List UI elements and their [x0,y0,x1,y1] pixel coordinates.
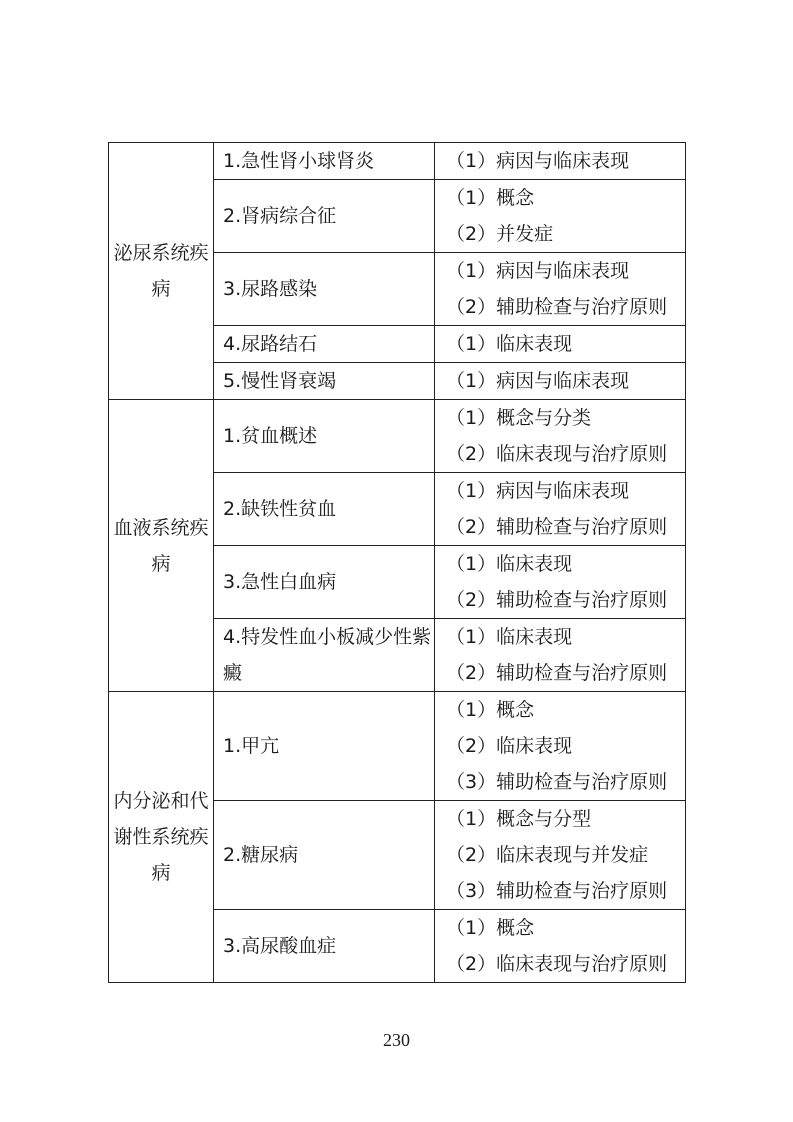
key-point: （1）概念 [446,699,535,721]
key-point: （1）概念 [446,917,535,939]
table-body [109,143,686,983]
key-point: （1）概念 [446,187,535,209]
points-cell [435,400,686,473]
key-point: （2）临床表现与治疗原则 [446,953,668,975]
page-number: 230 [383,1030,410,1050]
points-cell [435,910,686,983]
key-point: （2）并发症 [446,223,554,245]
key-point: （2）临床表现与并发症 [446,844,649,866]
key-point: （1）病因与临床表现 [446,150,630,172]
key-point: （2）临床表现与治疗原则 [446,443,668,465]
topic-cell: 2.糖尿病 [214,801,435,910]
key-point: （1）病因与临床表现 [446,370,630,392]
points-cell [435,143,686,180]
system-cell [109,692,214,983]
key-point: （2）辅助检查与治疗原则 [446,296,668,318]
system-name: 血液系统疾病 [113,516,209,575]
key-point: （1）病因与临床表现 [446,260,630,282]
key-point: （2）临床表现 [446,735,573,757]
topic-cell: 4.特发性血小板减少性紫癜 [214,619,435,692]
topic-cell: 2.肾病综合征 [214,180,435,253]
points-cell [435,801,686,910]
points-cell [435,363,686,400]
key-point: （2）辅助检查与治疗原则 [446,662,668,684]
topic-cell: 1.甲亢 [214,692,435,801]
table-row [109,400,686,473]
points-cell [435,546,686,619]
points-cell [435,326,686,363]
key-point: （3）辅助检查与治疗原则 [446,880,668,902]
points-cell [435,253,686,326]
topic-cell: 4.尿路结石 [214,326,435,363]
syllabus-table [108,142,686,983]
topic-cell: 1.急性肾小球肾炎 [214,143,435,180]
key-point: （1）临床表现 [446,333,573,355]
points-cell [435,692,686,801]
system-name: 内分泌和代谢性系统疾病 [113,790,209,884]
key-point: （1）概念与分类 [446,407,592,429]
key-point: （2）辅助检查与治疗原则 [446,516,668,538]
points-cell [435,180,686,253]
topic-cell: 1.贫血概述 [214,400,435,473]
key-point: （1）病因与临床表现 [446,480,630,502]
system-cell [109,143,214,400]
points-cell [435,473,686,546]
system-name: 泌尿系统疾病 [113,242,209,300]
points-cell [435,619,686,692]
key-point: （1）临床表现 [446,553,573,575]
topic-cell: 3.高尿酸血症 [214,910,435,983]
topic-cell: 5.慢性肾衰竭 [214,363,435,400]
system-cell [109,400,214,692]
topic-cell: 3.尿路感染 [214,253,435,326]
key-point: （1）概念与分型 [446,808,592,830]
table-row [109,143,686,180]
key-point: （2）辅助检查与治疗原则 [446,589,668,611]
key-point: （3）辅助检查与治疗原则 [446,771,668,793]
topic-cell: 2.缺铁性贫血 [214,473,435,546]
table-row [109,692,686,801]
topic-cell: 3.急性白血病 [214,546,435,619]
key-point: （1）临床表现 [446,626,573,648]
